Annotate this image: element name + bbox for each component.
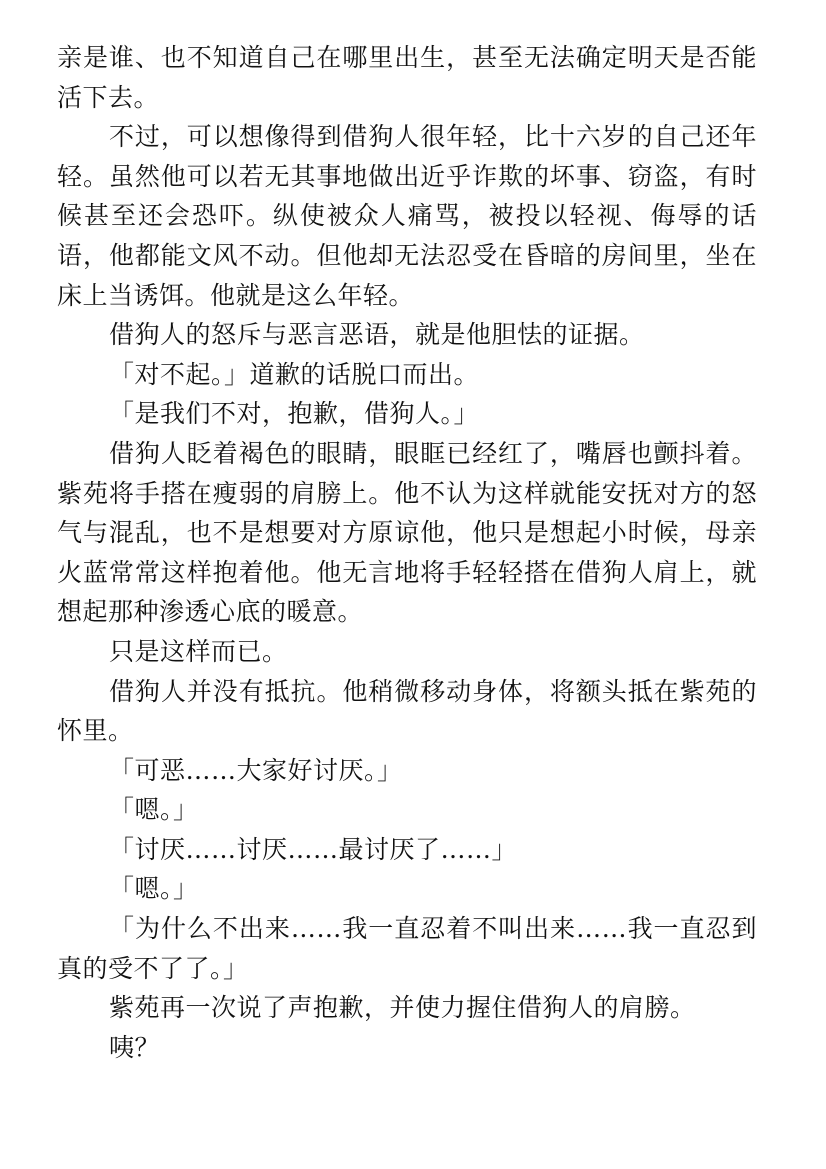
dialogue-line: 「是我们不对，抱歉，借狗人。」 — [109, 399, 480, 429]
paragraph: 借狗人的怒斥与恶言恶语，就是他胆怯的证据。 — [109, 320, 645, 350]
paragraph: 亲是谁、也不知道自己在哪里出生，甚至无法确定明天是否能活下去。 — [57, 43, 757, 112]
paragraph: 紫苑再一次说了声抱歉，并使力握住借狗人的肩膀。 — [109, 993, 696, 1023]
page-body — [57, 38, 757, 1067]
paragraph: 只是这样而已。 — [109, 636, 288, 666]
paragraph: 借狗人眨着褐色的眼睛，眼眶已经红了，嘴唇也颤抖着。紫苑将手搭在瘦弱的肩膀上。他不认为这样就能安抚对方的怒气与混乱，也不是想要对方原谅他，他只是想起小时候，母亲火蓝常常这样抱着他。他无言地将手轻轻搭在借狗人肩上，就想起那种渗透心底的暖意。 — [57, 438, 757, 627]
dialogue-line: 「嗯。」 — [109, 874, 199, 904]
dialogue-line: 「可恶……大家好讨厌。」 — [109, 755, 403, 785]
paragraph: 咦？ — [109, 1032, 161, 1062]
dialogue-line: 「为什么不出来……我一直忍着不叫出来……我一直忍到真的受不了了。」 — [57, 914, 757, 983]
dialogue-line: 「讨厌……讨厌……最讨厌了……」 — [109, 834, 518, 864]
dialogue-line: 「对不起。」道歉的话脱口而出。 — [109, 359, 480, 389]
paragraph: 借狗人并没有抵抗。他稍微移动身体，将额头抵在紫苑的怀里。 — [57, 676, 757, 746]
dialogue-line: 「嗯。」 — [109, 795, 199, 825]
paragraph: 不过，可以想像得到借狗人很年轻，比十六岁的自己还年轻。虽然他可以若无其事地做出近乎诈欺的坏事、窃盗，有时候甚至还会恐吓。纵使被众人痛骂，被投以轻视、侮辱的话语，他都能文风不动。但他却无法忍受在昏暗的房间里，坐在床上当诱饵。他就是这么年轻。 — [57, 122, 757, 310]
